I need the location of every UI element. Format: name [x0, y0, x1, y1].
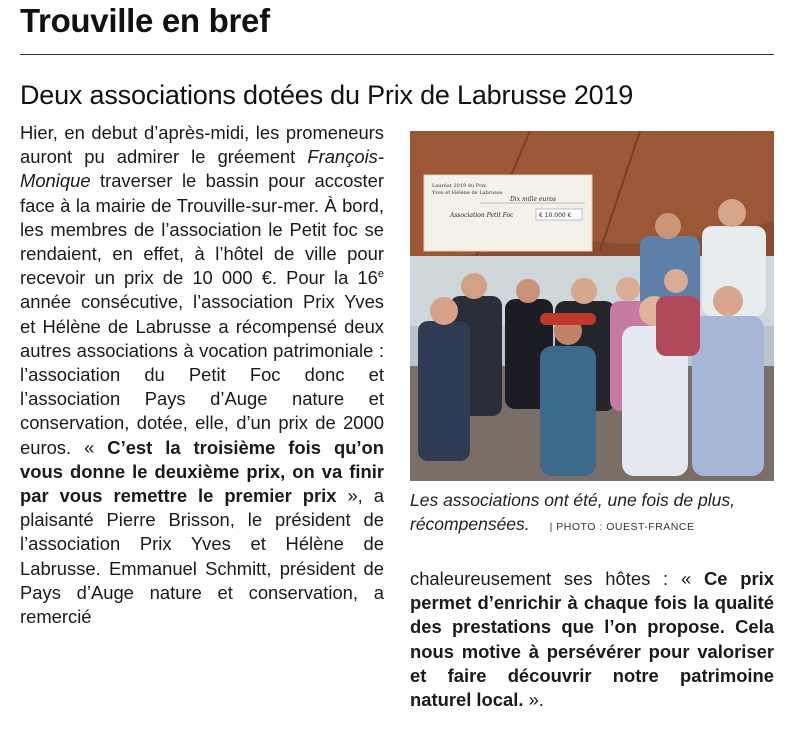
cheque-amount: € 10.000 €: [539, 212, 572, 219]
article-photo: [410, 131, 774, 481]
cheque-words: Dix mille euros: [510, 196, 556, 203]
text-run: chaleureusement ses hôtes : «: [410, 568, 704, 589]
boat-name: François-Monique: [20, 146, 384, 192]
cheque-header-1: Lauréat 2019 du Prix: [432, 183, 486, 189]
quote-bold: Ce prix permet d’enrichir à chaque fois la qualité des prestations que l’on propose. Cela nous motive à persévérer pour valoriser et faire découvrir notre patrimoine naturel local.: [410, 568, 774, 711]
article-paragraph-1: [20, 121, 384, 629]
article-paragraph-2: [410, 567, 774, 712]
text-run: année consécutive, l’association Prix Yves et Hélène de Labrusse a récompensé deux autres associations à vocation patrimoniale : l’association du Petit Foc donc et l’association Pays d’Auge nature et conservation, dotée, elle, d’un prix de 2000 euros. «: [20, 291, 384, 458]
text-run: Hier, en debut d’après-midi, les promeneurs auront pu admirer le gréement: [20, 122, 384, 168]
article-headline: Deux associations dotées du Prix de Labrusse 2019: [20, 80, 634, 110]
cheque-header-2: Yves et Hélène de Labrusse: [432, 190, 503, 196]
section-divider: [20, 54, 774, 55]
text-run: traverser le bassin pour accoster face à la mairie de Trouville-sur-mer. À bord, les membres de l’association le Petit foc se rendaient, en effet, à l’hôtel de ville pour recevoir un prix de 10 000 €. Pour la 16: [20, 170, 384, 289]
section-title: Trouville en bref: [20, 2, 270, 39]
superscript: e: [377, 268, 384, 281]
photo-caption: [410, 488, 774, 539]
article-column-right: [410, 567, 774, 712]
text-run: ».: [523, 689, 544, 711]
text-run: », a plaisanté Pierre Brisson, le président de l’association Prix Yves et Hélène de Labrusse. Emmanuel Schmitt, président de Pays d’Auge nature et conservation, a remercié: [20, 485, 384, 628]
article-column-left: [20, 121, 384, 629]
photo-credit: | PHOTO : OUEST-FRANCE: [549, 521, 695, 533]
quote-bold: C’est la troisième fois qu’on vous donne le deuxième prix, on va finir par vous remettre le premier prix: [20, 436, 385, 507]
caption-text: Les associations ont été, une fois de plus, récompensées.: [410, 490, 735, 534]
cheque-payee: Association Petit Foc: [450, 212, 514, 219]
